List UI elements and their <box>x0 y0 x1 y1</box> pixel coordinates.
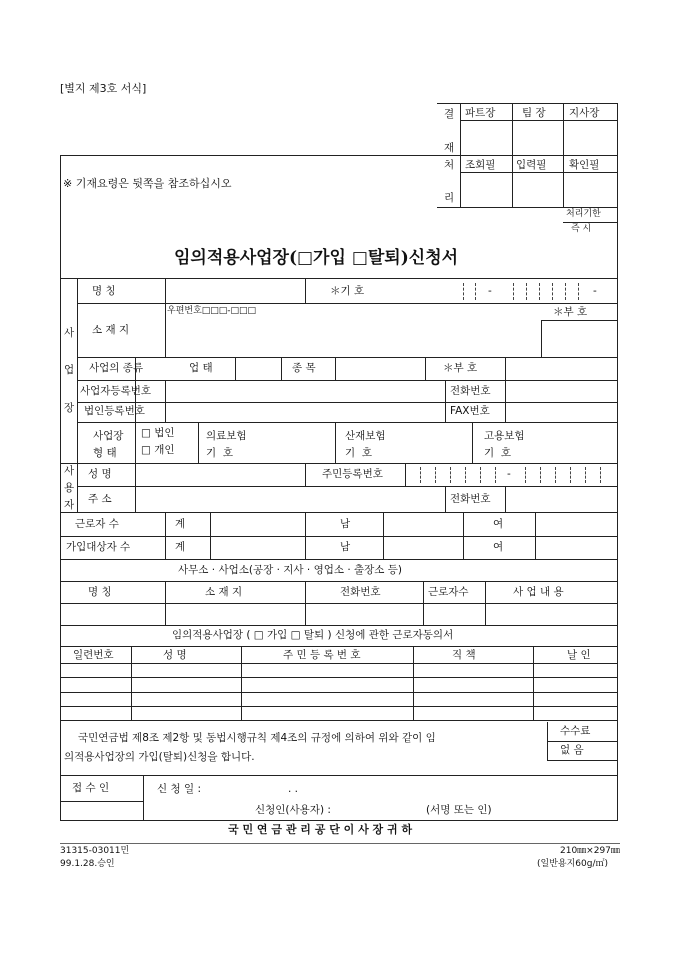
signature-label: (서명 또는 인) <box>426 804 492 816</box>
industrial-insurance-label: 산재보험 기 호 <box>345 430 386 459</box>
approval-side-3: 처 <box>444 159 455 171</box>
consent-col-position: 직 책 <box>452 649 476 661</box>
consent-col-resident: 주 민 등 록 번 호 <box>283 649 361 661</box>
business-form-label: 사업장 형 태 <box>93 430 124 459</box>
paper-size: 210㎜×297㎜ <box>560 846 620 856</box>
employment-insurance-label: 고용보험 기 호 <box>484 430 525 459</box>
worker-female-label: 여 <box>493 518 504 530</box>
approval-side-1: 결 <box>444 108 455 120</box>
subscriber-female-label: 여 <box>493 541 504 553</box>
indiv-option[interactable]: □ 개인 <box>141 444 175 456</box>
business-address-label: 소 재 지 <box>92 324 130 336</box>
employer-name-label: 성 명 <box>88 468 112 480</box>
resident-no-sep: - <box>507 468 511 480</box>
consent-header: 임의적용사업장 ( □ 가입 □ 탈퇴 ) 신청에 관한 근로자동의서 <box>172 629 454 641</box>
biz-item-label: 종 목 <box>292 362 316 374</box>
notice-text: ※ 기재요령은 뒷쪽을 참조하십시오 <box>63 177 232 190</box>
form-code: 31315-03011민 <box>60 846 130 856</box>
postal-code-label: 우편번호□□□-□□□ <box>167 306 257 316</box>
fax-label: FAX번호 <box>450 405 490 417</box>
approval-input: 입력필 <box>516 159 547 171</box>
subscriber-total-label: 계 <box>175 541 186 553</box>
approval-side-2: 재 <box>444 142 455 154</box>
branch-col-address: 소 재 지 <box>205 586 243 598</box>
corp-option[interactable]: □ 법인 <box>141 427 175 439</box>
receiver-label: 접 수 인 <box>72 782 110 794</box>
worker-total-label: 계 <box>175 518 186 530</box>
statement-line-2: 의적용사업장의 가입(탈퇴)신청을 합니다. <box>64 751 255 763</box>
approval-header-team: 팀 장 <box>522 107 546 119</box>
statement-line-1: 국민연금법 제8조 제2항 및 동법시행규칙 제4조의 규정에 의하여 위와 같이 임 <box>78 732 436 744</box>
application-date-dots: . . <box>288 783 299 795</box>
approval-confirm: 확인필 <box>569 159 600 171</box>
employer-phone-label: 전화번호 <box>450 493 491 505</box>
worker-male-label: 남 <box>340 518 351 530</box>
form-number: [별지 제3호 서식] <box>60 82 147 95</box>
business-type-label: 사업의 종류 <box>89 362 144 374</box>
branch-col-name: 명 칭 <box>88 586 112 598</box>
business-sub-code-label: ＊부 호 <box>553 306 588 318</box>
business-sub-code2-label: ＊부 호 <box>443 362 478 374</box>
consent-col-name: 성 명 <box>163 649 187 661</box>
biz-type-label: 업 태 <box>189 362 213 374</box>
employer-side-1: 사 <box>64 465 75 477</box>
branch-col-phone: 전화번호 <box>340 586 381 598</box>
deadline-value: 즉 시 <box>571 224 592 234</box>
subscriber-count-label: 가입대상자 수 <box>66 541 131 553</box>
branches-header: 사무소 · 사업소(공장 · 지사 · 영업소 · 출장소 등) <box>178 564 403 576</box>
fee-value: 없 음 <box>560 744 584 756</box>
subscriber-male-label: 남 <box>340 541 351 553</box>
approval-header-part: 파트장 <box>465 107 496 119</box>
business-code-sep: - <box>488 285 492 297</box>
approval-header-branch: 지사장 <box>569 107 600 119</box>
employer-side-3: 자 <box>64 499 75 511</box>
business-reg-no-label: 사업자등록번호 <box>80 385 152 397</box>
business-side-3: 장 <box>64 402 75 414</box>
approval-date: 99.1.28.승인 <box>60 859 115 869</box>
business-phone-label: 전화번호 <box>450 385 491 397</box>
application-date-label: 신 청 일 : <box>157 783 201 795</box>
fee-label: 수수료 <box>560 725 591 737</box>
resident-no-label: 주민등록번호 <box>322 468 383 480</box>
business-side-2: 업 <box>64 364 75 376</box>
addressee: 국 민 연 금 관 리 공 단 이 사 장 귀 하 <box>228 823 413 836</box>
page-title: 임의적용사업장(□가입 □탈퇴)신청서 <box>174 248 459 268</box>
business-code-sep-2: - <box>593 285 597 297</box>
approval-side-4: 리 <box>444 192 455 204</box>
employer-side-2: 용 <box>64 482 75 494</box>
business-side-1: 사 <box>64 327 75 339</box>
applicant-label: 신청인(사용자) : <box>255 804 331 816</box>
consent-col-seal: 날 인 <box>567 649 591 661</box>
business-code-label: ＊기 호 <box>330 285 365 297</box>
deadline-label: 처리기한 <box>566 209 601 219</box>
corp-reg-label: 법인등록번호 <box>84 405 145 417</box>
business-name-label: 명 칭 <box>92 285 116 297</box>
approval-inquiry: 조회필 <box>465 159 496 171</box>
worker-count-label: 근로자 수 <box>75 518 119 530</box>
employer-address-label: 주 소 <box>88 493 112 505</box>
consent-col-serial: 일련번호 <box>73 649 114 661</box>
branch-col-business: 사 업 내 용 <box>513 586 564 598</box>
medical-insurance-label: 의료보험 기 호 <box>206 430 247 459</box>
paper-type: (일반용지60g/㎡) <box>537 859 608 869</box>
branch-col-workers: 근로자수 <box>428 586 469 598</box>
